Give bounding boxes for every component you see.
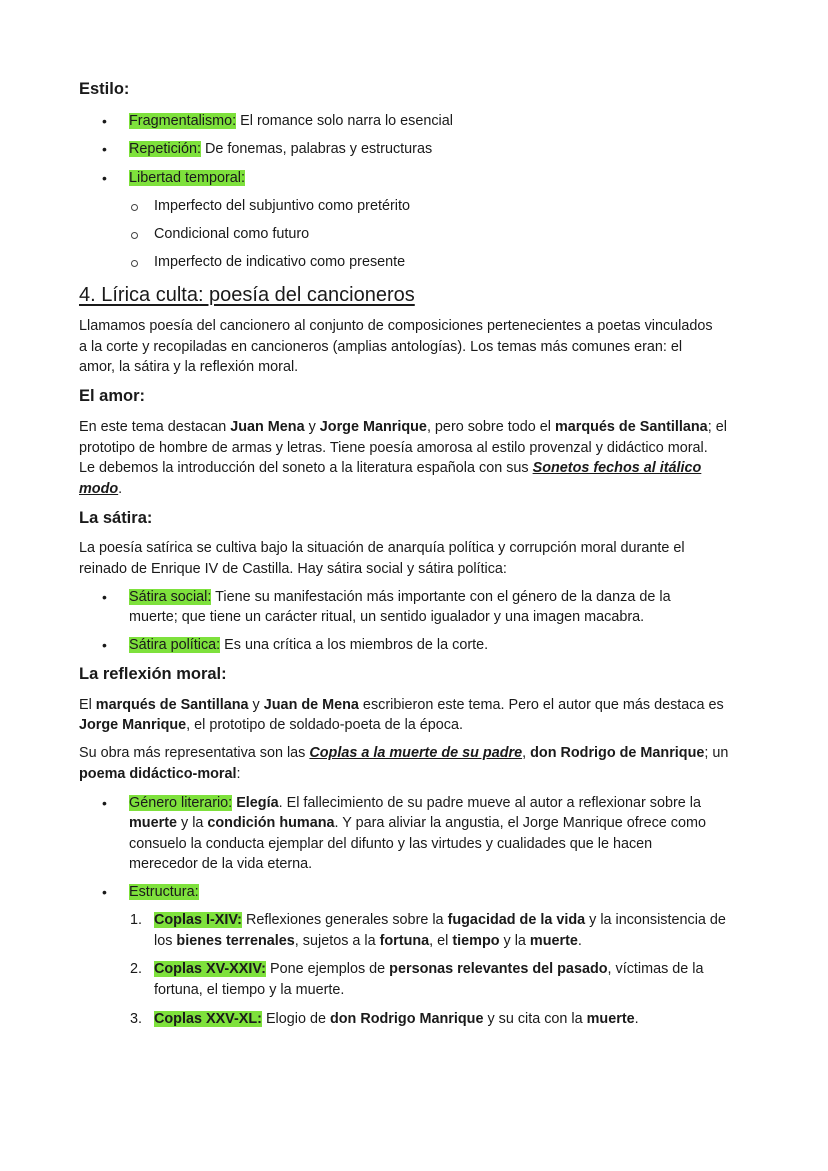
- circle-bullet-icon: [131, 204, 138, 211]
- amor-line: Le debemos la introducción del soneto a la literatura española con sus Sonetos fechos al itálico: [79, 460, 702, 476]
- satira-social-item-cont: muerte; que tiene un carácter ritual, un sentido igualador y una imagen macabra.: [129, 609, 645, 625]
- bullet-icon: •: [102, 884, 107, 900]
- reflexion-line: Su obra más representativa son las Coplas a la muerte de su padre, don Rodrigo de Manrique; un: [79, 745, 729, 761]
- bullet-icon: •: [102, 141, 107, 157]
- genero-item-cont: muerte y la condición humana. Y para aliviar la angustia, el Jorge Manrique ofrece como: [129, 815, 706, 831]
- intro-line: Llamamos poesía del cancionero al conjunto de composiciones pertenecientes a poetas vinculados: [79, 318, 713, 334]
- satira-heading: La sátira:: [79, 509, 153, 527]
- coplas-item-3: Coplas XXV-XL: Elogio de don Rodrigo Manrique y su cita con la muerte.: [154, 1011, 639, 1027]
- amor-heading: El amor:: [79, 387, 146, 405]
- coplas-item-1-cont: los bienes terrenales, sujetos a la fortuna, el tiempo y la muerte.: [154, 933, 582, 949]
- list-number: 1.: [130, 912, 143, 928]
- section-title: 4. Lírica culta: poesía del cancioneros: [79, 284, 415, 306]
- coplas-item-2-cont: fortuna, el tiempo y la muerte.: [154, 982, 345, 998]
- genero-item: Género literario: Elegía. El fallecimiento de su padre mueve al autor a reflexionar sobre la: [129, 795, 701, 811]
- satira-social-item: Sátira social: Tiene su manifestación más importante con el género de la danza de la: [129, 589, 671, 605]
- genero-item-cont: merecedor de la vida eterna.: [129, 856, 313, 872]
- bullet-icon: •: [102, 637, 107, 653]
- estilo-heading: Estilo:: [79, 80, 130, 98]
- reflexion-line: El marqués de Santillana y Juan de Mena escribieron este tema. Pero el autor que más destaca es: [79, 697, 724, 713]
- amor-line: En este tema destacan Juan Mena y Jorge Manrique, pero sobre todo el marqués de Santillana; el: [79, 419, 727, 435]
- intro-line: a la corte y recopiladas en cancioneros (amplias antologías). Los temas más comunes eran: el: [79, 339, 683, 355]
- estilo-sub-item: Imperfecto del subjuntivo como pretérito: [154, 198, 410, 214]
- estilo-sub-item: Condicional como futuro: [154, 226, 310, 242]
- circle-bullet-icon: [131, 260, 138, 267]
- list-number: 2.: [130, 961, 143, 977]
- coplas-item-2: Coplas XV-XXIV: Pone ejemplos de personas relevantes del pasado, víctimas de la: [154, 961, 704, 977]
- genero-item-cont: consuelo la conducta ejemplar del difunto y las virtudes y cualidades que le hacen: [129, 836, 653, 852]
- intro-line: amor, la sátira y la reflexión moral.: [79, 359, 299, 375]
- coplas-item-1: Coplas I-XIV: Reflexiones generales sobre la fugacidad de la vida y la inconsistencia de: [154, 912, 726, 928]
- bullet-icon: •: [102, 113, 107, 129]
- estructura-item: Estructura:: [129, 884, 199, 900]
- reflexion-line: Jorge Manrique, el prototipo de soldado-poeta de la época.: [79, 717, 463, 733]
- amor-line: prototipo de hombre de armas y letras. Tiene poesía amorosa al estilo provenzal y didáctico moral.: [79, 440, 708, 456]
- amor-line: modo.: [79, 481, 123, 497]
- reflexion-heading: La reflexión moral:: [79, 665, 227, 683]
- satira-line: La poesía satírica se cultiva bajo la situación de anarquía política y corrupción moral durante el: [79, 540, 685, 556]
- reflexion-line: poema didáctico-moral:: [79, 766, 241, 782]
- estilo-item-libertad: Libertad temporal:: [129, 170, 245, 186]
- circle-bullet-icon: [131, 232, 138, 239]
- bullet-icon: •: [102, 170, 107, 186]
- bullet-icon: •: [102, 795, 107, 811]
- bullet-icon: •: [102, 589, 107, 605]
- satira-politica-item: Sátira política: Es una crítica a los miembros de la corte.: [129, 637, 489, 653]
- satira-line: reinado de Enrique IV de Castilla. Hay sátira social y sátira política:: [79, 561, 507, 577]
- estilo-item-fragmentalismo: Fragmentalismo: El romance solo narra lo esencial: [129, 113, 453, 129]
- estilo-sub-item: Imperfecto de indicativo como presente: [154, 254, 406, 270]
- list-number: 3.: [130, 1011, 143, 1027]
- estilo-item-repeticion: Repetición: De fonemas, palabras y estructuras: [129, 141, 433, 157]
